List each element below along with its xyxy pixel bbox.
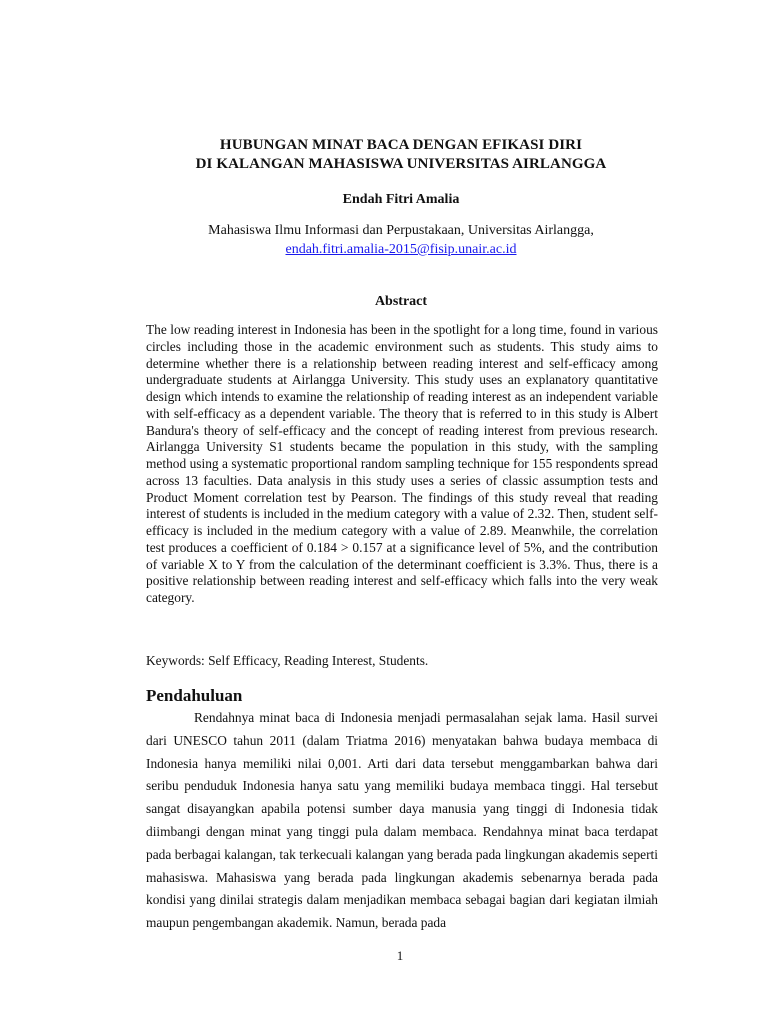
paper-title [100,136,702,174]
title-line-1: HUBUNGAN MINAT BACA DENGAN EFIKASI DIRI [219,137,583,153]
keywords-line: Keywords: Self Efficacy, Reading Interest, Students. [146,653,429,668]
author-affiliation-block [100,221,702,259]
abstract-text: The low reading interest in Indonesia has been in the spotlight for a long time, found in various circles including those in the academic environment such as students. This study aims to determine whether there is a relationship between reading interest and self-efficacy among undergraduate students at Airlangga University. This study uses an explanatory quantitative design which intends to examine the relationship of reading interest as an independent variable with self-efficacy as a dependent variable. The theory that is referred to in this study is Albert Bandura's theory of self-efficacy and the concept of reading interest from previous research. Airlangga University S1 students became the population in this study, with the sampling method using a systematic proportional random sampling technique for 155 respondents spread across 13 faculties. Data analysis in this study uses a series of classic assumption tests and Product Moment correlation test by Pearson. The findings of this study reveal that reading interest of students is included in the medium category with a value of 2.32. Then, student self-efficacy is included in the medium category with a value of 2.89. Meanwhile, the correlation test produces a coefficient of 0.184 > 0.157 at a significance level of 5%, and the contribution of variable X to Y from the calculation of the determinant coefficient is 3.3%. Thus, there is a positive relationship between reading interest and self-efficacy which falls into the very weak category. [146,322,658,605]
section-body-text: Rendahnya minat baca di Indonesia menjadi permasalahan sejak lama. Hasil survei dari UNESCO tahun 2011 (dalam Triatma 2016) menyatakan bahwa budaya membaca di Indonesia hanya memiliki nilai 0,001. Arti dari data tersebut menggambarkan bahwa dari seribu penduduk Indonesia hanya satu yang memiliki budaya membaca tinggi. Hal tersebut sangat disayangkan apabila potensi sumber daya manusia yang tinggi di Indonesia tidak diimbangi dengan minat yang tinggi pula dalam membaca. Rendahnya minat baca terdapat pada berbagai kalangan, tak terkecuali kalangan yang berada pada lingkungan akademis seperti mahasiswa. Mahasiswa yang berada pada lingkungan akademis sebenarnya berada pada kondisi yang dinilai strategis dalam menjadikan membaca sebagai bagian dari kegiatan ilmiah maupun pengembangan akademik. Namun, berada pada [146,710,658,931]
title-line-2: DI KALANGAN MAHASISWA UNIVERSITAS AIRLANGGA [195,156,607,172]
email-link[interactable]: endah.fitri.amalia-2015@fisip.unair.ac.id [285,242,517,257]
section-heading: Pendahuluan [146,686,243,705]
page-number: 1 [396,948,404,963]
author-name: Endah Fitri Amalia [342,192,460,207]
abstract-heading: Abstract [374,294,428,309]
affiliation-text: Mahasiswa Ilmu Informasi dan Perpustakaan, Universitas Airlangga, [208,223,594,238]
